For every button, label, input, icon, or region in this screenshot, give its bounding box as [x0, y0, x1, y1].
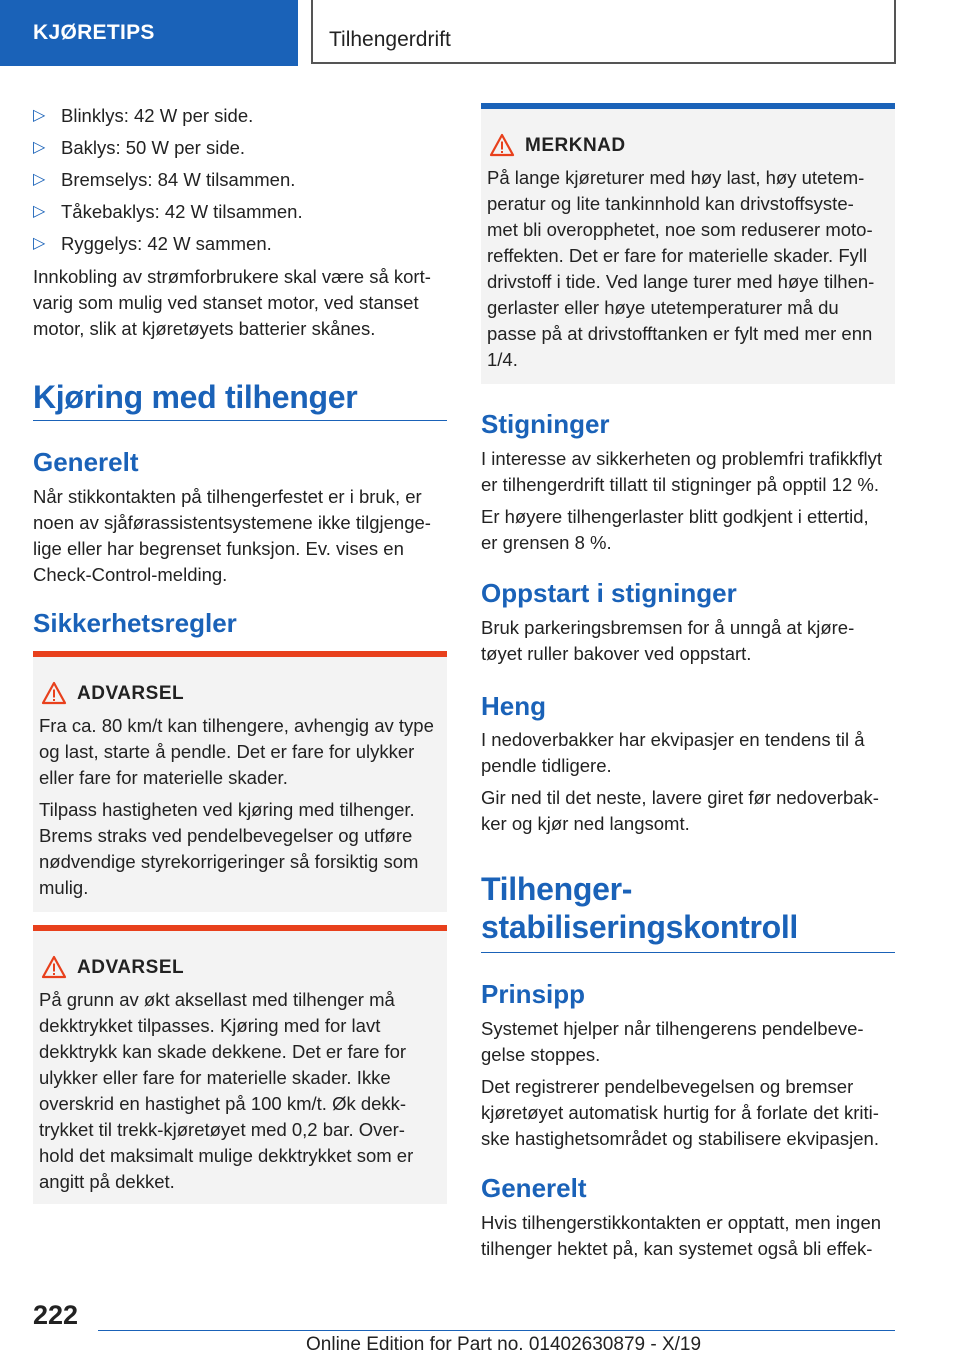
subheading-generelt: Generelt [33, 447, 139, 477]
subheading-safety-rules: Sikkerhetsregler [33, 608, 237, 638]
warning-box [33, 651, 447, 912]
note-title: MERKNAD [481, 133, 895, 159]
section-label: KJØRETIPS [0, 0, 298, 66]
oppstart-paragraph: Bruk parkeringsbremsen for å unngå at kjøre‐ tøyet ruller bakover ved oppstart. [481, 617, 855, 664]
warning-title: ADVARSEL [33, 955, 447, 981]
lamp-wattage-list [33, 103, 447, 263]
subheading-heng: Heng [481, 691, 546, 721]
list-item: ▷ Blinklys: 42 W per side. [33, 103, 447, 135]
notice-triangle-icon [489, 133, 515, 157]
section-heading-trailer-driving: Kjøring med tilhenger [33, 378, 447, 421]
page-header [0, 0, 960, 66]
footer-divider [98, 1330, 895, 1331]
bullet-triangle-icon: ▷ [33, 203, 46, 220]
warning-text: Fra ca. 80 km/t kan tilhengere, avhengig av type og last, starte å pendle. Det er fare for ulykker eller fare for materielle skader. Tilpass hastigheten ved kjøring med tilhenger. Brems straks ved pendelbevegelser og utføre nødvendige styrekorrigeringer så forsiktig som mulig. [39, 715, 434, 898]
list-item: ▷ Tåkebaklys: 42 W tilsammen. [33, 199, 447, 231]
bullet-triangle-icon: ▷ [33, 171, 46, 188]
bullet-triangle-icon: ▷ [33, 235, 46, 252]
bullet-triangle-icon: ▷ [33, 139, 46, 156]
bullet-triangle-icon: ▷ [33, 107, 46, 124]
warning-title: ADVARSEL [33, 681, 447, 707]
note-box [481, 103, 895, 384]
list-item: ▷ Ryggelys: 42 W sammen. [33, 231, 447, 263]
heng-paragraph: I nedoverbakker har ekvipasjer en tendens til å pendle tidligere. Gir ned til det neste, lavere giret før nedoverbak‐ ker og kjør ned langsomt. [481, 729, 879, 834]
warning-text: På grunn av økt aksellast med tilhenger må dekktrykket tilpasses. Kjøring med for lavt dekktrykk kan skade dekkene. Det er fare for ulykker eller fare for materielle skader. Ikke overskrid en hastighet på 100 km/t. Øk dekk‐ trykket til trekk-kjøretøyet med 0,2 bar. Over‐ hold det maksimalt mulige dekktrykket som er angitt på dekket. [39, 989, 414, 1192]
subheading-stigninger: Stigninger [481, 409, 610, 439]
list-item: ▷ Bremselys: 84 W tilsammen. [33, 167, 447, 199]
note-text: På lange kjøreturer med høy last, høy utetem‐ peratur og lite tankinnhold kan drivstoffsyste‐ met bli overopphetet, noe som reduserer moto‐ reffekten. Det er fare for materielle skader. Fyll drivstoff i tide. Ved lange turer med høye tilhen‐ gerlaster eller høye utetemperaturer må du passe på at drivstofftanken er fylt med mer enn 1/4. [487, 167, 875, 370]
warning-triangle-icon [41, 681, 67, 705]
warning-triangle-icon [41, 955, 67, 979]
list-item: ▷ Baklys: 50 W per side. [33, 135, 447, 167]
section-heading-trailer-stability: Tilhenger‐ stabiliseringskontroll [481, 870, 895, 953]
warning-box [33, 925, 447, 1204]
subheading-generelt-2: Generelt [481, 1173, 587, 1203]
generelt-paragraph: Når stikkontakten på tilhengerfestet er i bruk, er noen av sjåførassistentsystemene ikke tilgjenge‐ lige eller har begrenset funksjon. Ev. vises en Check-Control-melding. [33, 486, 431, 585]
intro-paragraph: Innkobling av strømforbrukere skal være så kort‐ varig som mulig ved stanset motor, ved stanset motor, slik at kjøretøyets batterier skånes. [33, 266, 431, 339]
chapter-title: Tilhengerdrift [311, 0, 896, 64]
subheading-prinsipp: Prinsipp [481, 979, 586, 1009]
edition-note: Online Edition for Part no. 01402630879 - X/19 [306, 1334, 702, 1355]
subheading-oppstart: Oppstart i stigninger [481, 578, 737, 608]
page-number: 222 [33, 1300, 79, 1330]
prinsipp-paragraph: Systemet hjelper når tilhengerens pendelbeve‐ gelse stoppes. Det registrerer pendelbevegelsen og bremser kjøretøyet automatisk hurtig for å forlate det kriti‐ ske hastighetsområdet og stabilisere ekvipasjen. [481, 1018, 879, 1149]
generelt-2-paragraph: Hvis tilhengerstikkontakten er opptatt, men ingen tilhenger hektet på, kan systemet også bli effek‐ [481, 1212, 882, 1259]
stigninger-paragraph: I interesse av sikkerheten og problemfri trafikkflyt er tilhengerdrift tillatt til stigninger på opptil 12 %. Er høyere tilhengerlaster blitt godkjent i ettertid, er grensen 8 %. [481, 448, 882, 553]
